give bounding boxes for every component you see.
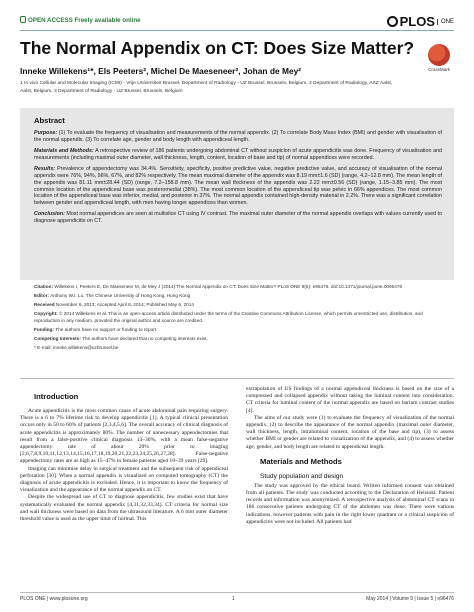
right-column [246, 386, 454, 526]
abstract-body [34, 130, 442, 229]
author-list: Inneke Willekens¹*, Els Peeters², Michel De Maeseneer², Johan de Mey² [20, 66, 302, 76]
corresponding-email[interactable]: * E-mail: inneke.willekens@uzbrussel.be [34, 344, 119, 350]
metadata-divider [20, 378, 454, 379]
paragraph: Despite the widespread use of CT to diagnose appendicitis, few studies exist that have systematically evaluated the normal appendix [4,31,32,33,34]. CT criteria for normal size and wall thickness were based on data from the ultrasound literature. A 6 mm outer diameter threshold value is used as the upper limit of normal. This [20, 494, 228, 523]
header-divider [20, 30, 454, 31]
paragraph: Acute appendicitis is the most common cause of acute abdominal pain requiring surgery. There is a 6 to 7% lifetime risk to develop appendicitis [1]. A typical clinical presentation occurs only in 50 to 60% of patients [2,3,4,5,6]. The overall accuracy of clinical diagnosis of acute appendicitis is approximately 80%. The number of unnecessary appendectomies that result from a false-positive clinical diagnosis 13–30%, with a mean false-negative appendectomy rate of about 20% prior to imaging [2,6,7,8,9,10,11,12,13,14,15,16,17,18,19,20,21,22,23,24,25,26,27,28]. False-negative appendectomy rates are as high as 15–47% in female patients aged 10–39 years [29]. [20, 408, 228, 465]
affiliation-line: 1 In vivo Cellular and Molecular Imaging (ICMI) - Vrije Universiteit Brussel, Department of Radiology - UZ Brussel, Brussels, Belgium, 2 Department of Radiology, ASZ Aalst, [20, 81, 393, 86]
open-access-lock-icon [20, 16, 26, 23]
abstract-conclusion: Conclusion: Most normal appendices are seen at multislice CT using IV contrast. The maximal outer diameter of the normal appendix overlaps with values currently used to diagnose appendicitis on CT. [34, 211, 442, 225]
paragraph: The aims of our study were (1) to evaluate the frequency of visualization of the normal appendix, (2) to describe the appearance of the normal appendix (maximal outer diameter, wall thickness, length, intraluminal content, location of the base and tip), (3) to assess whether BMI or gender are related to visualization of the appendix, and (4) to assess whether age, gender, and body length are related to appendiceal length. [246, 414, 454, 450]
methods-body [246, 483, 454, 526]
study-population-heading: Study population and design [260, 472, 344, 480]
funding: Funding: The authors have no support or funding to report. [34, 326, 158, 332]
abstract-results: Results: Prevalence of appendectomy was 34.4%. Sensitivity, specificity, positive predictive value, negative predictive value, and accuracy of visualisation of the normal appendix were 76%, 94%, 96%, 67%, and 82% respectively. The mean maximal diameter of the appendix was 8.19 mm±1.6 (SD) (range, 4.2–12.8 mm). The mean length of the appendix was 81.11 mm±28.44 (SD) (range, 7.2–158.8 mm). The mean wall thickness of the appendix was 2.22 mm±0.56 (SD) (range, 1.15–3.85 mm). The most common location of the appendiceal base was posteromedial (38%). The most common location of the appendiceal tip was pelvic in 66% appendices. The most common location of the appendiceal base was inferior, medial, and posterior in 37%. The normal appendix contained high-density material in 2.2%. There was a significant correlation between gender and appendiceal length, with men having longer appendices than women. [34, 165, 442, 207]
introduction-body [20, 408, 228, 523]
citation: Citation: Willekens I, Peeters E, De Maeseneer M, de Mey J (2014) The Normal Appendix on CT: Does Size Matter? PLoS ONE 9(5): e96476. doi:10.1371/journal.pone.0096476 [34, 284, 403, 289]
introduction-heading: Introduction [34, 392, 79, 401]
copyright: Copyright: © 2014 Willekens et al. This is an open-access article distributed under the terms of the Creative Commons Attribution License, which permits unrestricted use, distribution, and reproduction in any medium, provided the original author and source are credited. [34, 311, 423, 323]
affiliation-line: Aalst, Belgium, 3 Department of Radiology - UZ Brussel, Brussels, Belgium [20, 88, 183, 94]
editor: Editor: Anthony W.I. Lo, The Chinese University of Hong Kong, Hong Kong [34, 293, 191, 299]
issue-info: May 2014 | Volume 9 | Issue 5 | e96476 [366, 596, 454, 602]
journal-url[interactable]: PLOS ONE | www.plosone.org [20, 596, 88, 602]
introduction-continued [246, 386, 454, 451]
journal-header [20, 14, 454, 28]
paragraph: The study was approved by the ethical board. Written informed consent was obtained from all patients. The study was conducted according to the Declaration of Helsinki. Patient records and information was anonymized. A retrospective analysis of abdominal CT scans in 186 consecutive patients undergoing CT of the abdomen was done. There were various indications, however patients with pain in the right lower quadrant or a clinical suspicion of appendicitis were not included. All patients had [246, 482, 454, 525]
paragraph: extrapolation of US findings of a normal appendiceal thickness is based on the size of a compressed and collapsed appendix without taking the luminal content into consideration. CT criteria for luminal content of the normal appendix are based on barium contrast studies [4]. [246, 386, 454, 414]
dates: Received November 6, 2013; Accepted April 8, 2014; Published May 6, 2014 [34, 302, 195, 308]
plos-logo-icon [387, 16, 398, 27]
open-access-label[interactable]: OPEN ACCESS Freely available online [20, 16, 141, 24]
abstract-purpose: Purpose: (1) To evaluate the frequency of visualisation and measurements of the normal appendix. (2) To correlate Body Mass Index (BMI) and gender with visualisation of the normal appendix. (3) To correlate age, gender and body length with appendiceal length. [34, 130, 442, 143]
crossmark-badge[interactable]: CrossMark [424, 44, 454, 72]
competing-interests: Competing Interests: The authors have declared that no competing interests exist. [34, 335, 208, 341]
abstract-methods: Materials and Methods: A retrospective review of 186 patients undergoing abdominal CT without suspicion of acute appendicitis was done. Frequency of visualisation and measurements (including maximal outer diameter, wall thickness, length, content, location of base and tip) of normal appendices were recorded. [34, 147, 442, 161]
left-column [20, 386, 228, 523]
affiliations [20, 80, 454, 96]
abstract-heading: Abstract [34, 116, 65, 125]
methods-heading: Materials and Methods [260, 456, 342, 466]
footer-divider [20, 592, 454, 593]
page-number: 1 [232, 596, 235, 602]
plos-one-logo: PLOS $^{ONE}$ [387, 14, 454, 29]
article-metadata [34, 284, 442, 354]
paragraph: Imaging can minimise delay in surgical treatment and the subsequent risk of appendiceal perforation [30]. When a normal appendix is visualized on computed tomography (CT) the diagnosis of acute appendicitis is excluded. Hence, it is important to know the frequency of visualization and the appearance of the normal appendix on CT. [20, 465, 228, 494]
article-title: The Normal Appendix on CT: Does Size Matter? [20, 38, 415, 58]
crossmark-icon [428, 44, 450, 66]
